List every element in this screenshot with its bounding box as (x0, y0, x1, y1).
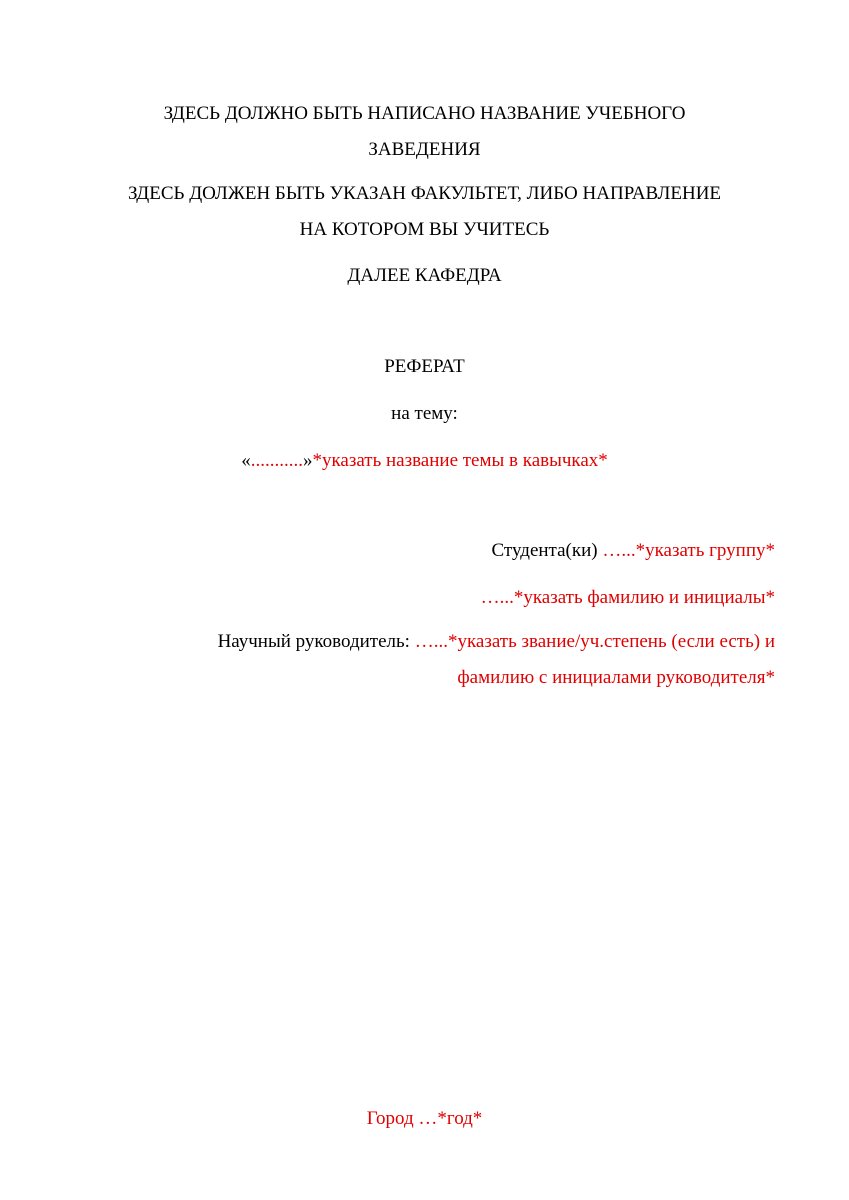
topic-line (0, 449, 849, 473)
faculty-line-1: ЗДЕСЬ ДОЛЖЕН БЫТЬ УКАЗАН ФАКУЛЬТЕТ, ЛИБО НАПРАВЛЕНИЕ (127, 183, 722, 204)
student-group-line (492, 539, 776, 563)
topic-close-quote: » (302, 450, 313, 471)
city-year-footer: Город …*год* (366, 1108, 483, 1129)
supervisor-label: Научный руководитель: (217, 631, 410, 652)
institution-line-2: ЗАВЕДЕНИЯ (368, 139, 481, 160)
topic-dots: ........... (250, 450, 303, 471)
supervisor-line-1 (218, 630, 775, 654)
topic-subtitle: на тему: (391, 403, 458, 424)
student-group-hint: …...*указать группу* (602, 540, 775, 561)
department-line: ДАЛЕЕ КАФЕДРА (347, 265, 502, 286)
supervisor-hint-1: …...*указать звание/уч.степень (если есть) и (414, 631, 775, 652)
student-name-hint: …...*указать фамилию и инициалы* (480, 587, 775, 608)
supervisor-hint-2: фамилию с инициалами руководителя* (457, 667, 775, 688)
document-type-title: РЕФЕРАТ (384, 356, 465, 377)
student-label: Студента(ки) (491, 540, 598, 561)
institution-line-1: ЗДЕСЬ ДОЛЖНО БЫТЬ НАПИСАНО НАЗВАНИЕ УЧЕБНОГО (163, 103, 686, 124)
topic-open-quote: « (241, 450, 251, 471)
topic-hint: *указать название темы в кавычках* (312, 450, 608, 471)
faculty-line-2: НА КОТОРОМ ВЫ УЧИТЕСЬ (299, 219, 550, 240)
